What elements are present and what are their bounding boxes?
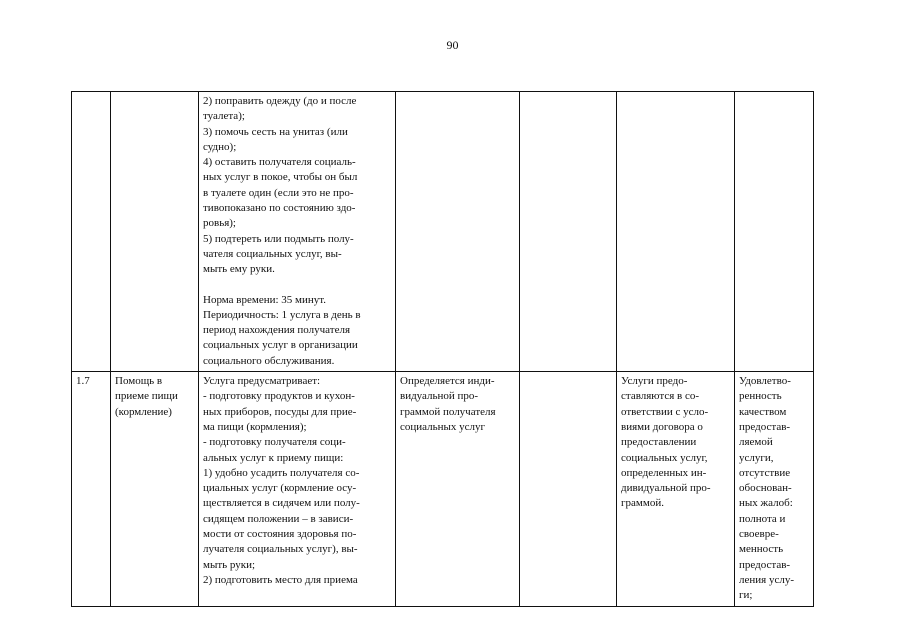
content-line: период нахождения получателя <box>203 324 351 337</box>
content-line: мыть руки; <box>203 558 256 571</box>
content-line: социальных услуг в организации <box>203 339 358 352</box>
content-line: ных приборов, посуды для прие- <box>203 405 357 418</box>
content-line: туалета); <box>203 110 245 123</box>
content-line: мости от состояния здоровья по- <box>203 528 357 541</box>
content-line: альных услуг к приему пищи: <box>203 451 344 464</box>
content-line: в туалете один (если это не про- <box>203 186 354 199</box>
volume-line: видуальной про- <box>400 390 479 403</box>
quality-line: ных жалоб: <box>739 497 793 510</box>
quality-line: Удовлетво- <box>739 375 791 388</box>
quality-line: ги; <box>739 589 753 602</box>
quality-cell <box>735 92 814 372</box>
services-table <box>71 91 814 607</box>
content-line: 2) поправить одежду (до и после <box>203 95 357 107</box>
content-line: сидящем положении – в зависи- <box>203 512 354 525</box>
content-line: судно); <box>203 140 237 153</box>
quality-line: отсутствие <box>739 466 791 479</box>
service-name-cell <box>111 92 199 372</box>
conditions-line: определенных ин- <box>621 466 707 479</box>
quality-line: предостав- <box>739 420 791 433</box>
volume-cell <box>396 92 520 372</box>
volume-cell <box>396 372 520 606</box>
quality-line: услуги, <box>739 451 774 464</box>
volume-line: Определяется инди- <box>400 375 495 388</box>
conditions-line: граммой. <box>621 497 664 510</box>
quality-line: качеством <box>739 405 787 418</box>
content-line: ществляется в сидячем или полу- <box>203 497 360 510</box>
content-line: ма пищи (кормления); <box>203 420 307 433</box>
content-line: Периодичность: 1 услуга в день в <box>203 308 361 321</box>
volume-line: граммой получателя <box>400 405 496 418</box>
conditions-line: Услуги предо- <box>621 375 688 388</box>
content-line: ных услуг в покое, чтобы он был <box>203 171 358 184</box>
name-line: (кормление) <box>115 405 172 418</box>
conditions-line: предоставлении <box>621 436 697 449</box>
quality-cell <box>735 372 814 606</box>
quality-line: своевре- <box>739 528 779 541</box>
conditions-cell <box>617 372 735 606</box>
table-row <box>72 92 814 372</box>
service-content-cell <box>199 372 396 606</box>
content-line: ровья); <box>203 217 236 230</box>
conditions-line: виями договора о <box>621 420 703 433</box>
content-line: социального обслуживания. <box>203 354 335 367</box>
content-line: 1) удобно усадить получателя со- <box>203 466 360 479</box>
name-line: Помощь в <box>115 375 163 388</box>
content-line: - подготовку получателя соци- <box>203 436 346 449</box>
conditions-line: дивидуальной про- <box>621 482 711 495</box>
paragraph-gap <box>203 278 391 293</box>
conditions-line: ставляются в со- <box>621 390 699 403</box>
conditions-cell <box>617 92 735 372</box>
content-line: 5) подтереть или подмыть полу- <box>203 232 354 245</box>
content-line: Норма времени: 35 минут. <box>203 293 327 306</box>
row-number-cell <box>72 92 111 372</box>
content-line: - подготовку продуктов и кухон- <box>203 390 355 403</box>
content-line: лучателя социальных услуг), вы- <box>203 543 358 556</box>
row-number-cell: 1.7 <box>72 372 111 606</box>
page-number: 90 <box>446 38 459 52</box>
content-line: 4) оставить получателя социаль- <box>203 156 356 169</box>
service-name-cell <box>111 372 199 606</box>
name-line: приеме пищи <box>115 390 178 403</box>
quality-line: обоснован- <box>739 482 792 495</box>
empty-cell <box>520 372 617 606</box>
quality-line: ляемой <box>739 436 773 449</box>
quality-line: полнота и <box>739 512 786 525</box>
table-row <box>72 372 814 606</box>
quality-line: предостав- <box>739 558 791 571</box>
content-line: циальных услуг (кормление осу- <box>203 482 357 495</box>
content-line: мыть ему руки. <box>203 263 275 276</box>
content-line: тивопоказано по состоянию здо- <box>203 202 356 215</box>
volume-line: социальных услуг <box>400 420 486 433</box>
content-line: Услуга предусматривает: <box>203 375 321 388</box>
conditions-line: ответствии с усло- <box>621 405 709 418</box>
conditions-line: социальных услуг, <box>621 451 708 464</box>
quality-line: менность <box>739 543 784 556</box>
content-line: 3) помочь сесть на унитаз (или <box>203 125 348 138</box>
empty-cell <box>520 92 617 372</box>
quality-line: ления услу- <box>739 573 794 586</box>
content-line: 2) подготовить место для приема <box>203 573 358 586</box>
service-content-cell <box>199 92 396 372</box>
content-line: чателя социальных услуг, вы- <box>203 247 342 260</box>
quality-line: ренность <box>739 390 782 403</box>
